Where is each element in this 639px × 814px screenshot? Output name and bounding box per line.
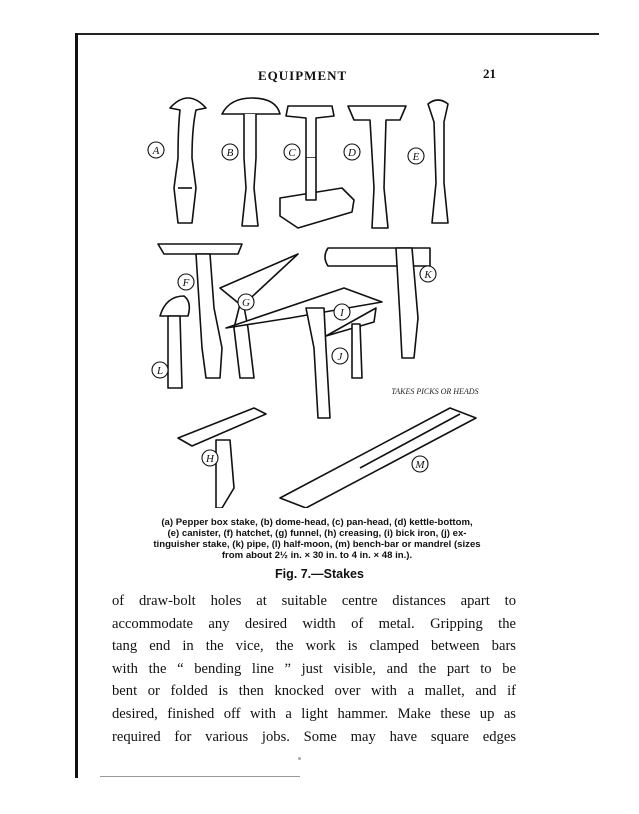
stake-h-creasing xyxy=(178,408,266,508)
label-b: B xyxy=(226,147,234,159)
label-l: L xyxy=(156,365,164,377)
figure-caption xyxy=(128,517,506,561)
body-line: of draw-bolt holes at suitable centre distances apart to xyxy=(112,593,516,609)
scan-speck xyxy=(298,757,301,760)
body-line: desired, finished off with a light hammer. Make these up as xyxy=(112,705,516,722)
body-line: tang end in the vice, the work is clamped between bars xyxy=(112,638,516,655)
body-line: bent or folded is then knocked over with a mallet, and if xyxy=(112,683,516,700)
stake-b-dome-head xyxy=(222,98,280,226)
running-header-title: EQUIPMENT xyxy=(258,68,348,83)
stake-a-pepper-box xyxy=(170,98,206,223)
page-number: 21 xyxy=(483,66,496,81)
caption-line: (a) Pepper box stake, (b) dome-head, (c) pan-head, (d) kettle-bottom, xyxy=(161,517,473,528)
label-a: A xyxy=(152,145,160,157)
label-h: H xyxy=(206,453,214,465)
label-j: J xyxy=(337,351,343,363)
body-line: accommodate any desired width of metal. Gripping the xyxy=(112,615,516,632)
stake-m-bench-bar xyxy=(280,408,476,508)
label-k: K xyxy=(424,269,432,281)
caption-line: tinguisher stake, (k) pipe, (l) half-moon, (m) bench-bar or mandrel (sizes xyxy=(153,539,481,550)
page-top-edge xyxy=(75,33,599,35)
caption-line: from about 2½ in. × 30 in. to 4 in. × 48 in.). xyxy=(221,550,413,561)
label-m: M xyxy=(415,459,425,471)
handwritten-note: TAKES PICKS OR HEADS xyxy=(391,387,479,396)
label-f: F xyxy=(182,277,190,289)
stake-c-pan-head xyxy=(280,106,354,228)
caption-line: (e) canister, (f) hatchet, (g) funnel, (h) creasing, (i) bick iron, (j) ex- xyxy=(167,528,467,539)
body-line: required for various jobs. Some may have square edges xyxy=(112,728,516,745)
stakes-illustration xyxy=(130,88,500,508)
label-e: E xyxy=(412,151,420,163)
stake-j-extinguisher xyxy=(326,308,376,378)
stake-e-canister xyxy=(428,100,448,223)
page-left-edge xyxy=(75,33,78,778)
label-c: C xyxy=(288,147,296,159)
label-i: I xyxy=(340,307,344,319)
page-bottom-edge xyxy=(100,776,300,777)
label-g: G xyxy=(242,297,250,309)
body-line: with the “ bending line ” just visible, and the part to be xyxy=(112,660,516,677)
figure-label: Fig. 7.—Stakes xyxy=(275,567,364,581)
stake-d-kettle-bottom xyxy=(348,106,406,228)
body-paragraph xyxy=(112,590,516,748)
label-d: D xyxy=(348,147,356,159)
